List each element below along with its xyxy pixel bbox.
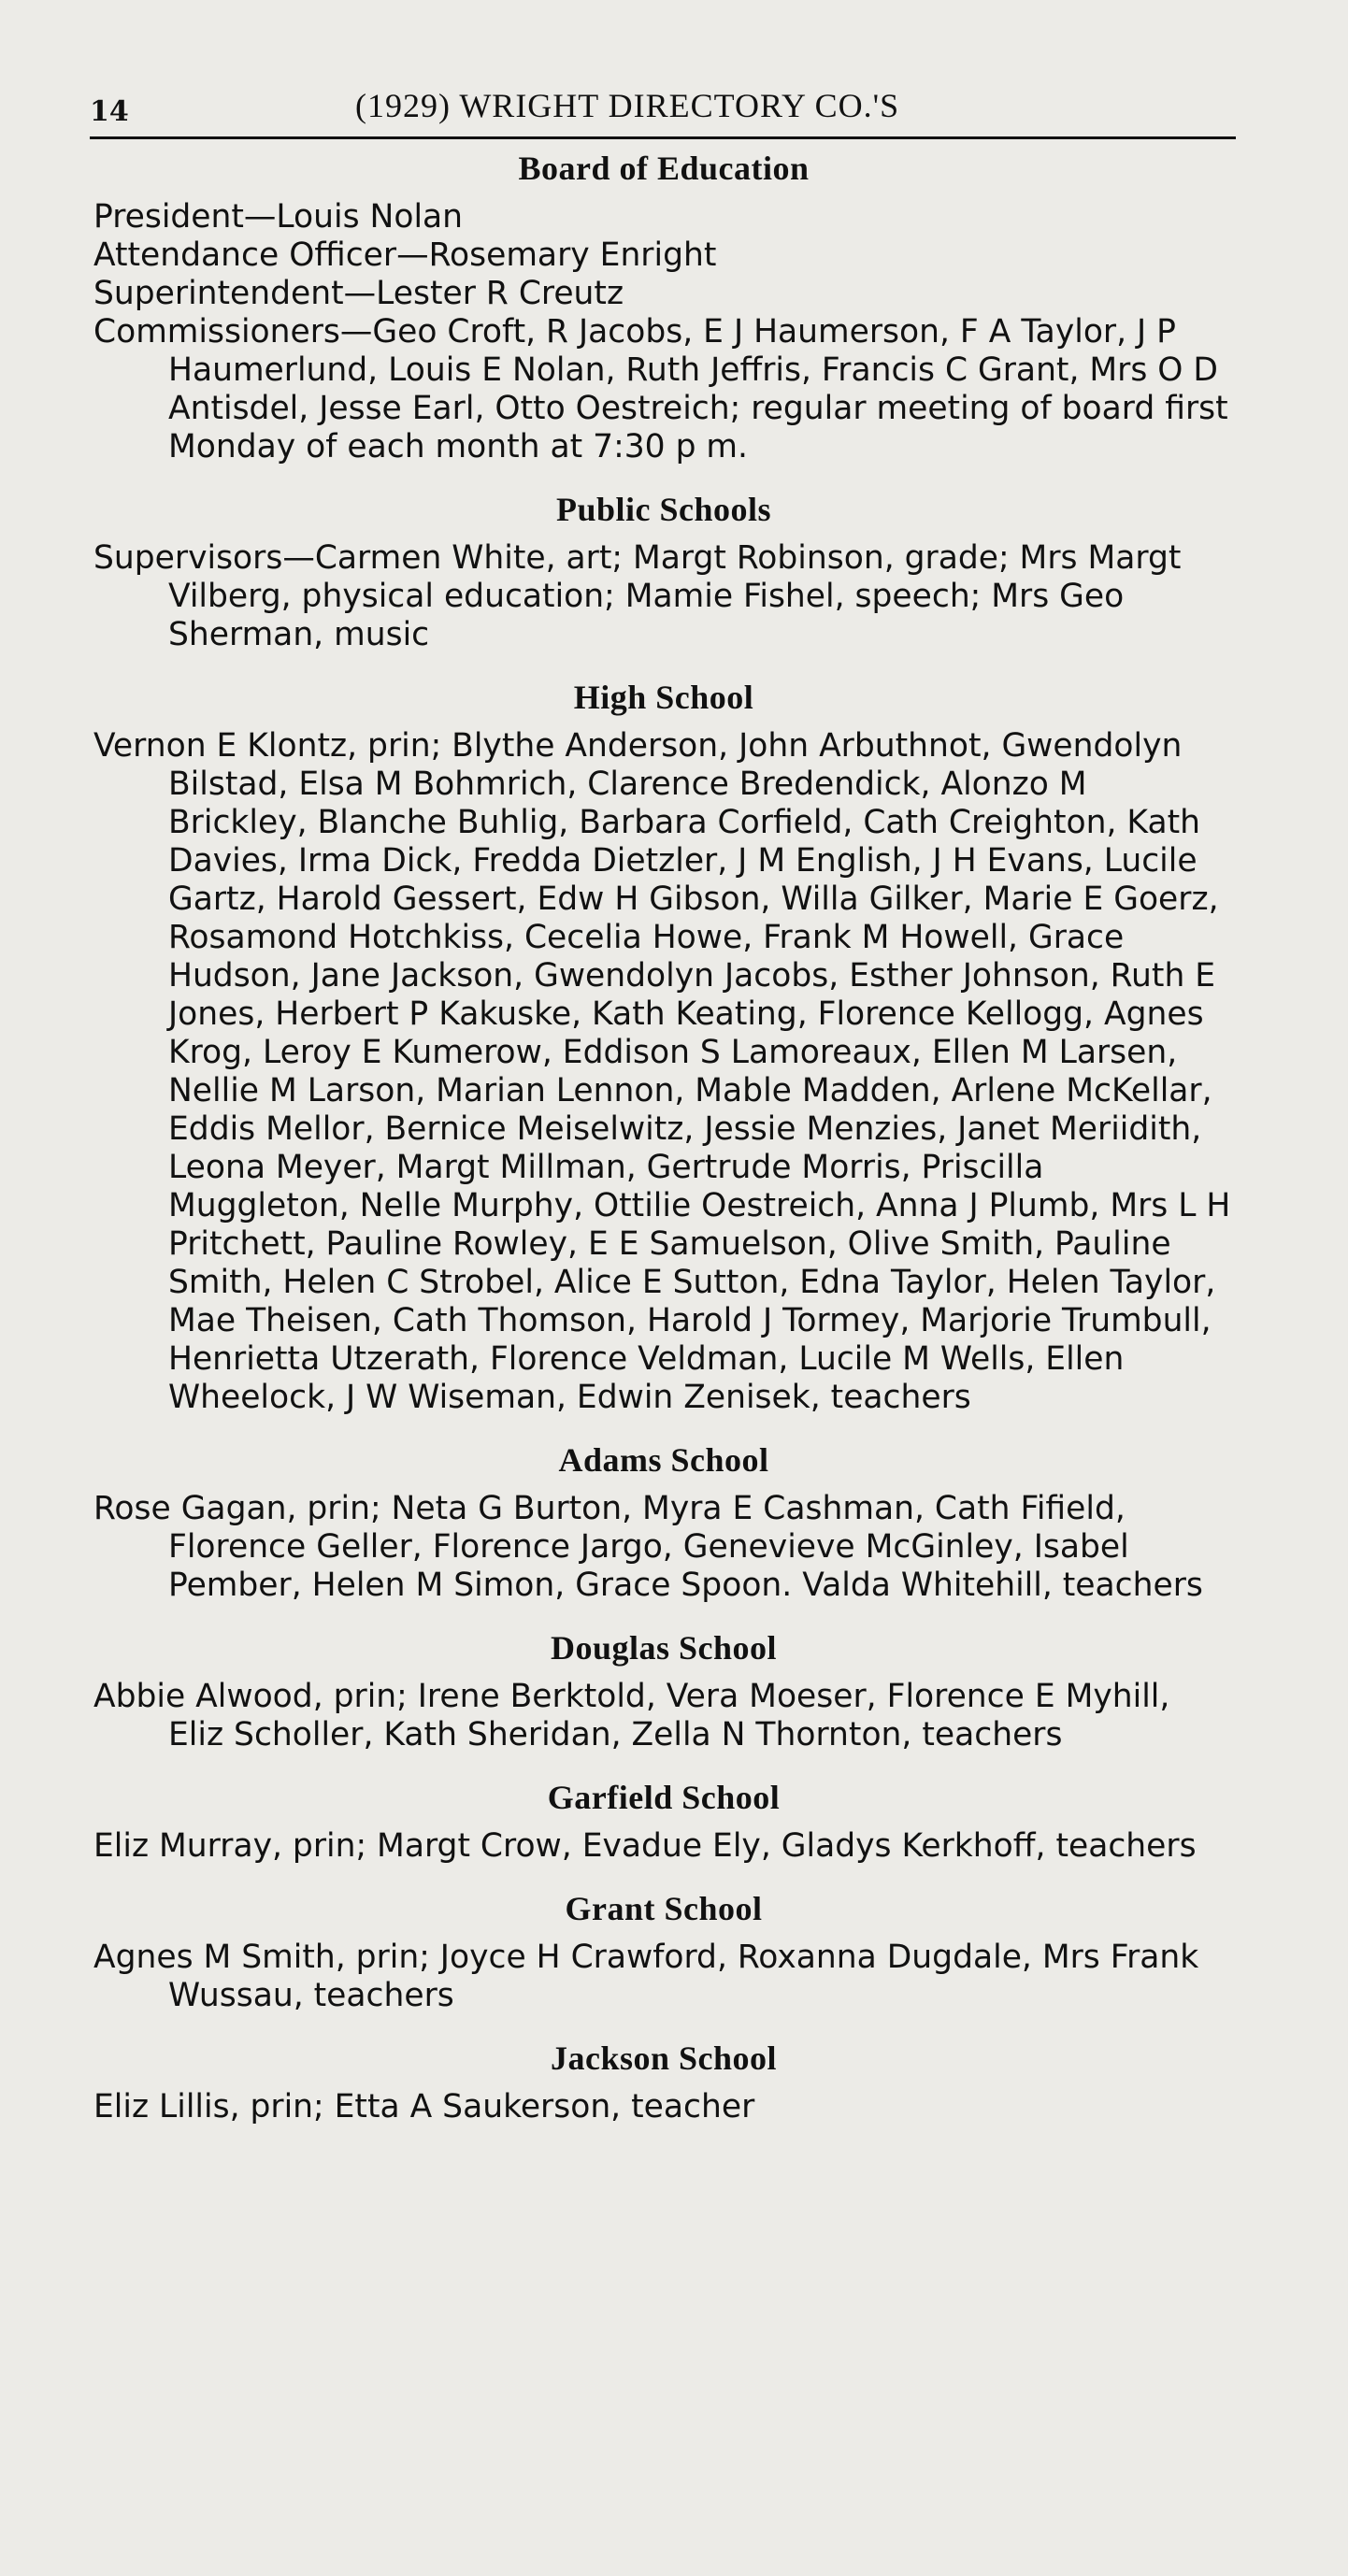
section-entry: Eliz Murray, prin; Margt Crow, Evadue Ely, Gladys Kerkhoff, teachers bbox=[93, 1827, 1197, 1865]
board-attendance-officer: Attendance Officer—Rosemary Enright bbox=[93, 236, 717, 274]
page-content bbox=[93, 148, 1234, 2149]
board-commissioners: Commissioners—Geo Croft, R Jacobs, E J Haumerson, F A Taylor, J P Haumerlund, Louis E Nolan, Ruth Jeffris, Francis C Grant, Mrs O D Antisdel, Jesse Earl, Otto Oestreich; regular meeting of board first Monday of each month at 7:30 p m. bbox=[93, 313, 1228, 465]
section-heading: Grant School bbox=[565, 1890, 763, 1927]
jackson-school-section bbox=[93, 2038, 1234, 2126]
grant-school-section bbox=[93, 1888, 1234, 2015]
section-entry: Agnes M Smith, prin; Joyce H Crawford, Roxanna Dugdale, Mrs Frank Wussau, teachers bbox=[93, 1939, 1199, 2014]
section-entry: Rose Gagan, prin; Neta G Burton, Myra E Cashman, Cath Fifield, Florence Geller, Florence Jargo, Genevieve McGinley, Isabel Pember, Helen M Simon, Grace Spoon. Valda Whitehill, teachers bbox=[93, 1490, 1203, 1604]
board-entries bbox=[93, 198, 1234, 466]
public-schools-section bbox=[93, 489, 1234, 654]
section-heading: Adams School bbox=[558, 1441, 769, 1479]
section-entry: Eliz Lillis, prin; Etta A Saukerson, teacher bbox=[93, 2088, 755, 2125]
running-head bbox=[90, 86, 1236, 133]
section-heading: Public Schools bbox=[555, 491, 772, 528]
section-entry: Abbie Alwood, prin; Irene Berktold, Vera Moeser, Florence E Myhill, Eliz Scholler, Kath Sheridan, Zella N Thornton, teachers bbox=[93, 1678, 1170, 1753]
section-entry: Vernon E Klontz, prin; Blythe Anderson, John Arbuthnot, Gwendolyn Bilstad, Elsa M Bohmrich, Clarence Bredendick, Alonzo M Brickley, Blanche Buhlig, Barbara Corfield, Cath Creighton, Kath Davies, Irma Dick, Fredda Dietzler, J M English, J H Evans, Lucile Gartz, Harold Gessert, Edw H Gibson, Willa Gilker, Marie E Goerz, Rosamond Hotchkiss, Cecelia Howe, Frank M Howell, Grace Hudson, Jane Jackson, Gwendolyn Jacobs, Esther Johnson, Ruth E Jones, Herbert P Kakuske, Kath Keating, Florence Kellogg, Agnes Krog, Leroy E Kumerow, Eddison S Lamoreaux, Ellen M Larsen, Nellie M Larson, Marian Lennon, Mable Madden, Arlene McKellar, Eddis Mellor, Bernice Meiselwitz, Jessie Menzies, Janet Meriidith, Leona Meyer, Margt Millman, Gertrude Morris, Priscilla Muggleton, Nelle Murphy, Ottilie Oestreich, Anna J Plumb, Mrs L H Pritchett, Pauline Rowley, E E Samuelson, Olive Smith, Pauline Smith, Helen C Strobel, Alice E Sutton, Edna Taylor, Helen Taylor, Mae Theisen, Cath Thomson, Harold J Tormey, Marjorie Trumbull, Henrietta Utzerath, Florence Veldman, Lucile M Wells, Ellen Wheelock, J W Wiseman, Edwin Zenisek, teachers bbox=[93, 727, 1231, 1416]
garfield-school-section bbox=[93, 1777, 1234, 1866]
section-heading: Jackson School bbox=[550, 2039, 778, 2077]
high-school-section bbox=[93, 677, 1234, 1417]
douglas-school-section bbox=[93, 1627, 1234, 1754]
section-entry: Supervisors—Carmen White, art; Margt Robinson, grade; Mrs Margt Vilberg, physical education; Mamie Fishel, speech; Mrs Geo Sherman, music bbox=[93, 539, 1182, 653]
section-heading: Board of Education bbox=[518, 150, 810, 187]
header-rule bbox=[90, 136, 1236, 139]
running-title: (1929) WRIGHT DIRECTORY CO.'S bbox=[355, 87, 900, 124]
board-president: President—Louis Nolan bbox=[93, 198, 464, 236]
board-of-education-section bbox=[93, 148, 1234, 466]
section-heading: Douglas School bbox=[550, 1629, 778, 1667]
adams-school-section bbox=[93, 1439, 1234, 1605]
section-heading: Garfield School bbox=[547, 1779, 781, 1816]
section-heading: High School bbox=[573, 679, 754, 716]
page-number: 14 bbox=[90, 95, 129, 128]
board-superintendent: Superintendent—Lester R Creutz bbox=[93, 275, 624, 312]
